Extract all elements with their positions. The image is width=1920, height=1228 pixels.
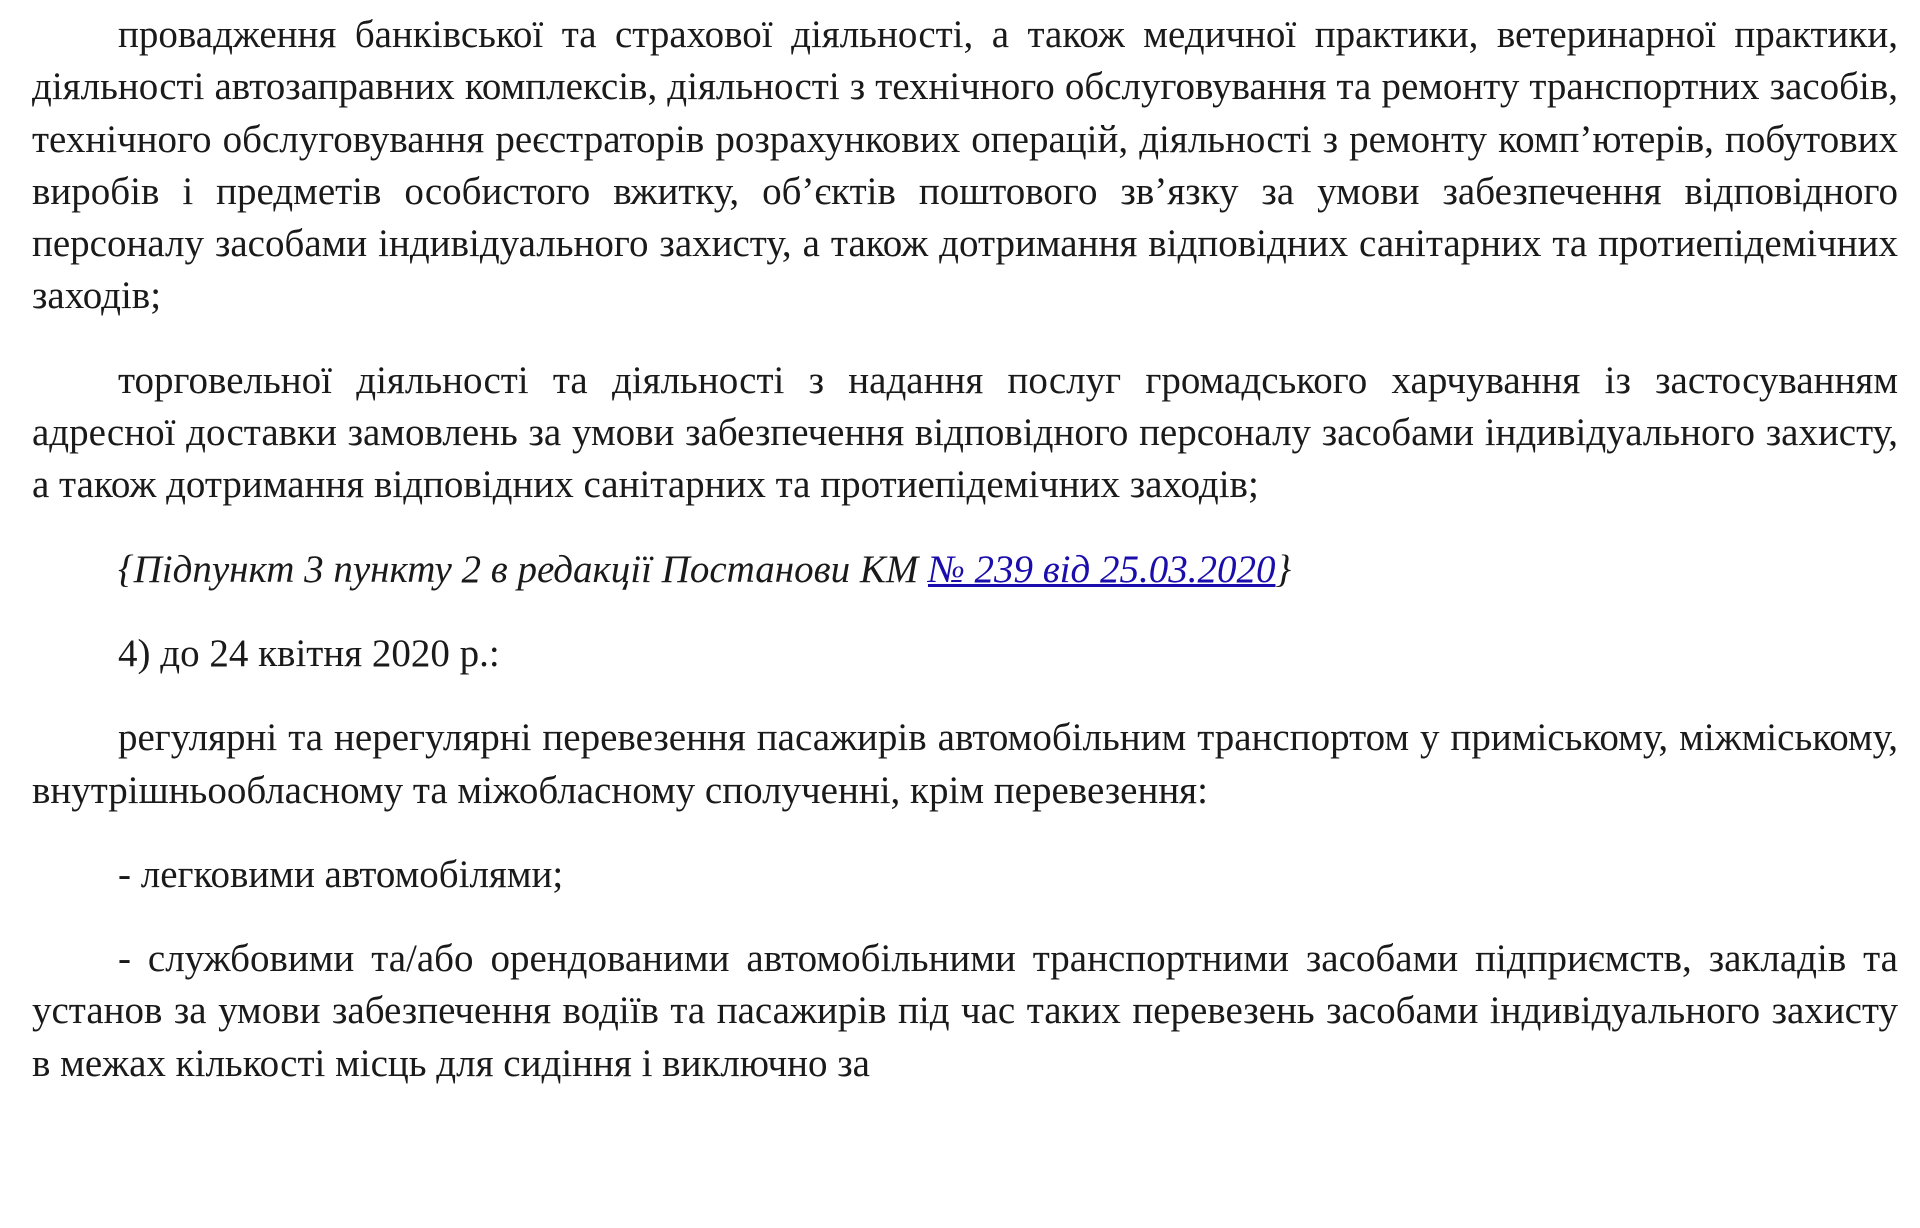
list-item-service-vehicles: - службовими та/або орендованими автомобільними транспортними засобами підприємств, закладів та установ за умови забезпечення водіїв та пасажирів під час таких перевезень засобами індивідуального захисту в межах кількості місць для сидіння і виключно за bbox=[32, 937, 1898, 1085]
paragraph-passenger-transport: регулярні та нерегулярні перевезення пасажирів автомобільним транспортом у приміському, міжміському, внутрішньообласному та міжобласному сполученні, крім перевезення: bbox=[32, 716, 1898, 812]
amendment-note-suffix: } bbox=[1275, 547, 1292, 591]
amendment-note bbox=[32, 544, 1898, 596]
subpoint-heading: 4) до 24 квітня 2020 р.: bbox=[118, 631, 500, 675]
amendment-note-prefix: {Підпункт 3 пункту 2 в редакції Постанови КМ bbox=[118, 547, 928, 591]
paragraph-banking-medical: провадження банківської та страхової діяльності, а також медичної практики, ветеринарної практики, діяльності автозаправних комплексів, діяльності з технічного обслуговування та ремонту транспортних засобів, технічного обслуговування реєстраторів розрахункових операцій, діяльності з ремонту комп’ютерів, побутових виробів і предметів особистого вжитку, об’єктів поштового зв’язку за умови забезпечення відповідного персоналу засобами індивідуального захисту, а також дотримання відповідних санітарних та протиепідемічних заходів; bbox=[32, 13, 1898, 318]
paragraph-trade-catering: торговельної діяльності та діяльності з надання послуг громадського харчування із застосуванням адресної доставки замовлень за умови забезпечення відповідного персоналу засобами індивідуального захисту, а також дотримання відповідних санітарних та протиепідемічних заходів; bbox=[32, 358, 1898, 507]
document-page bbox=[32, 0, 1898, 1228]
list-item-passenger-cars: - легковими автомобілями; bbox=[118, 852, 564, 896]
resolution-link[interactable]: № 239 від 25.03.2020 bbox=[927, 547, 1276, 591]
